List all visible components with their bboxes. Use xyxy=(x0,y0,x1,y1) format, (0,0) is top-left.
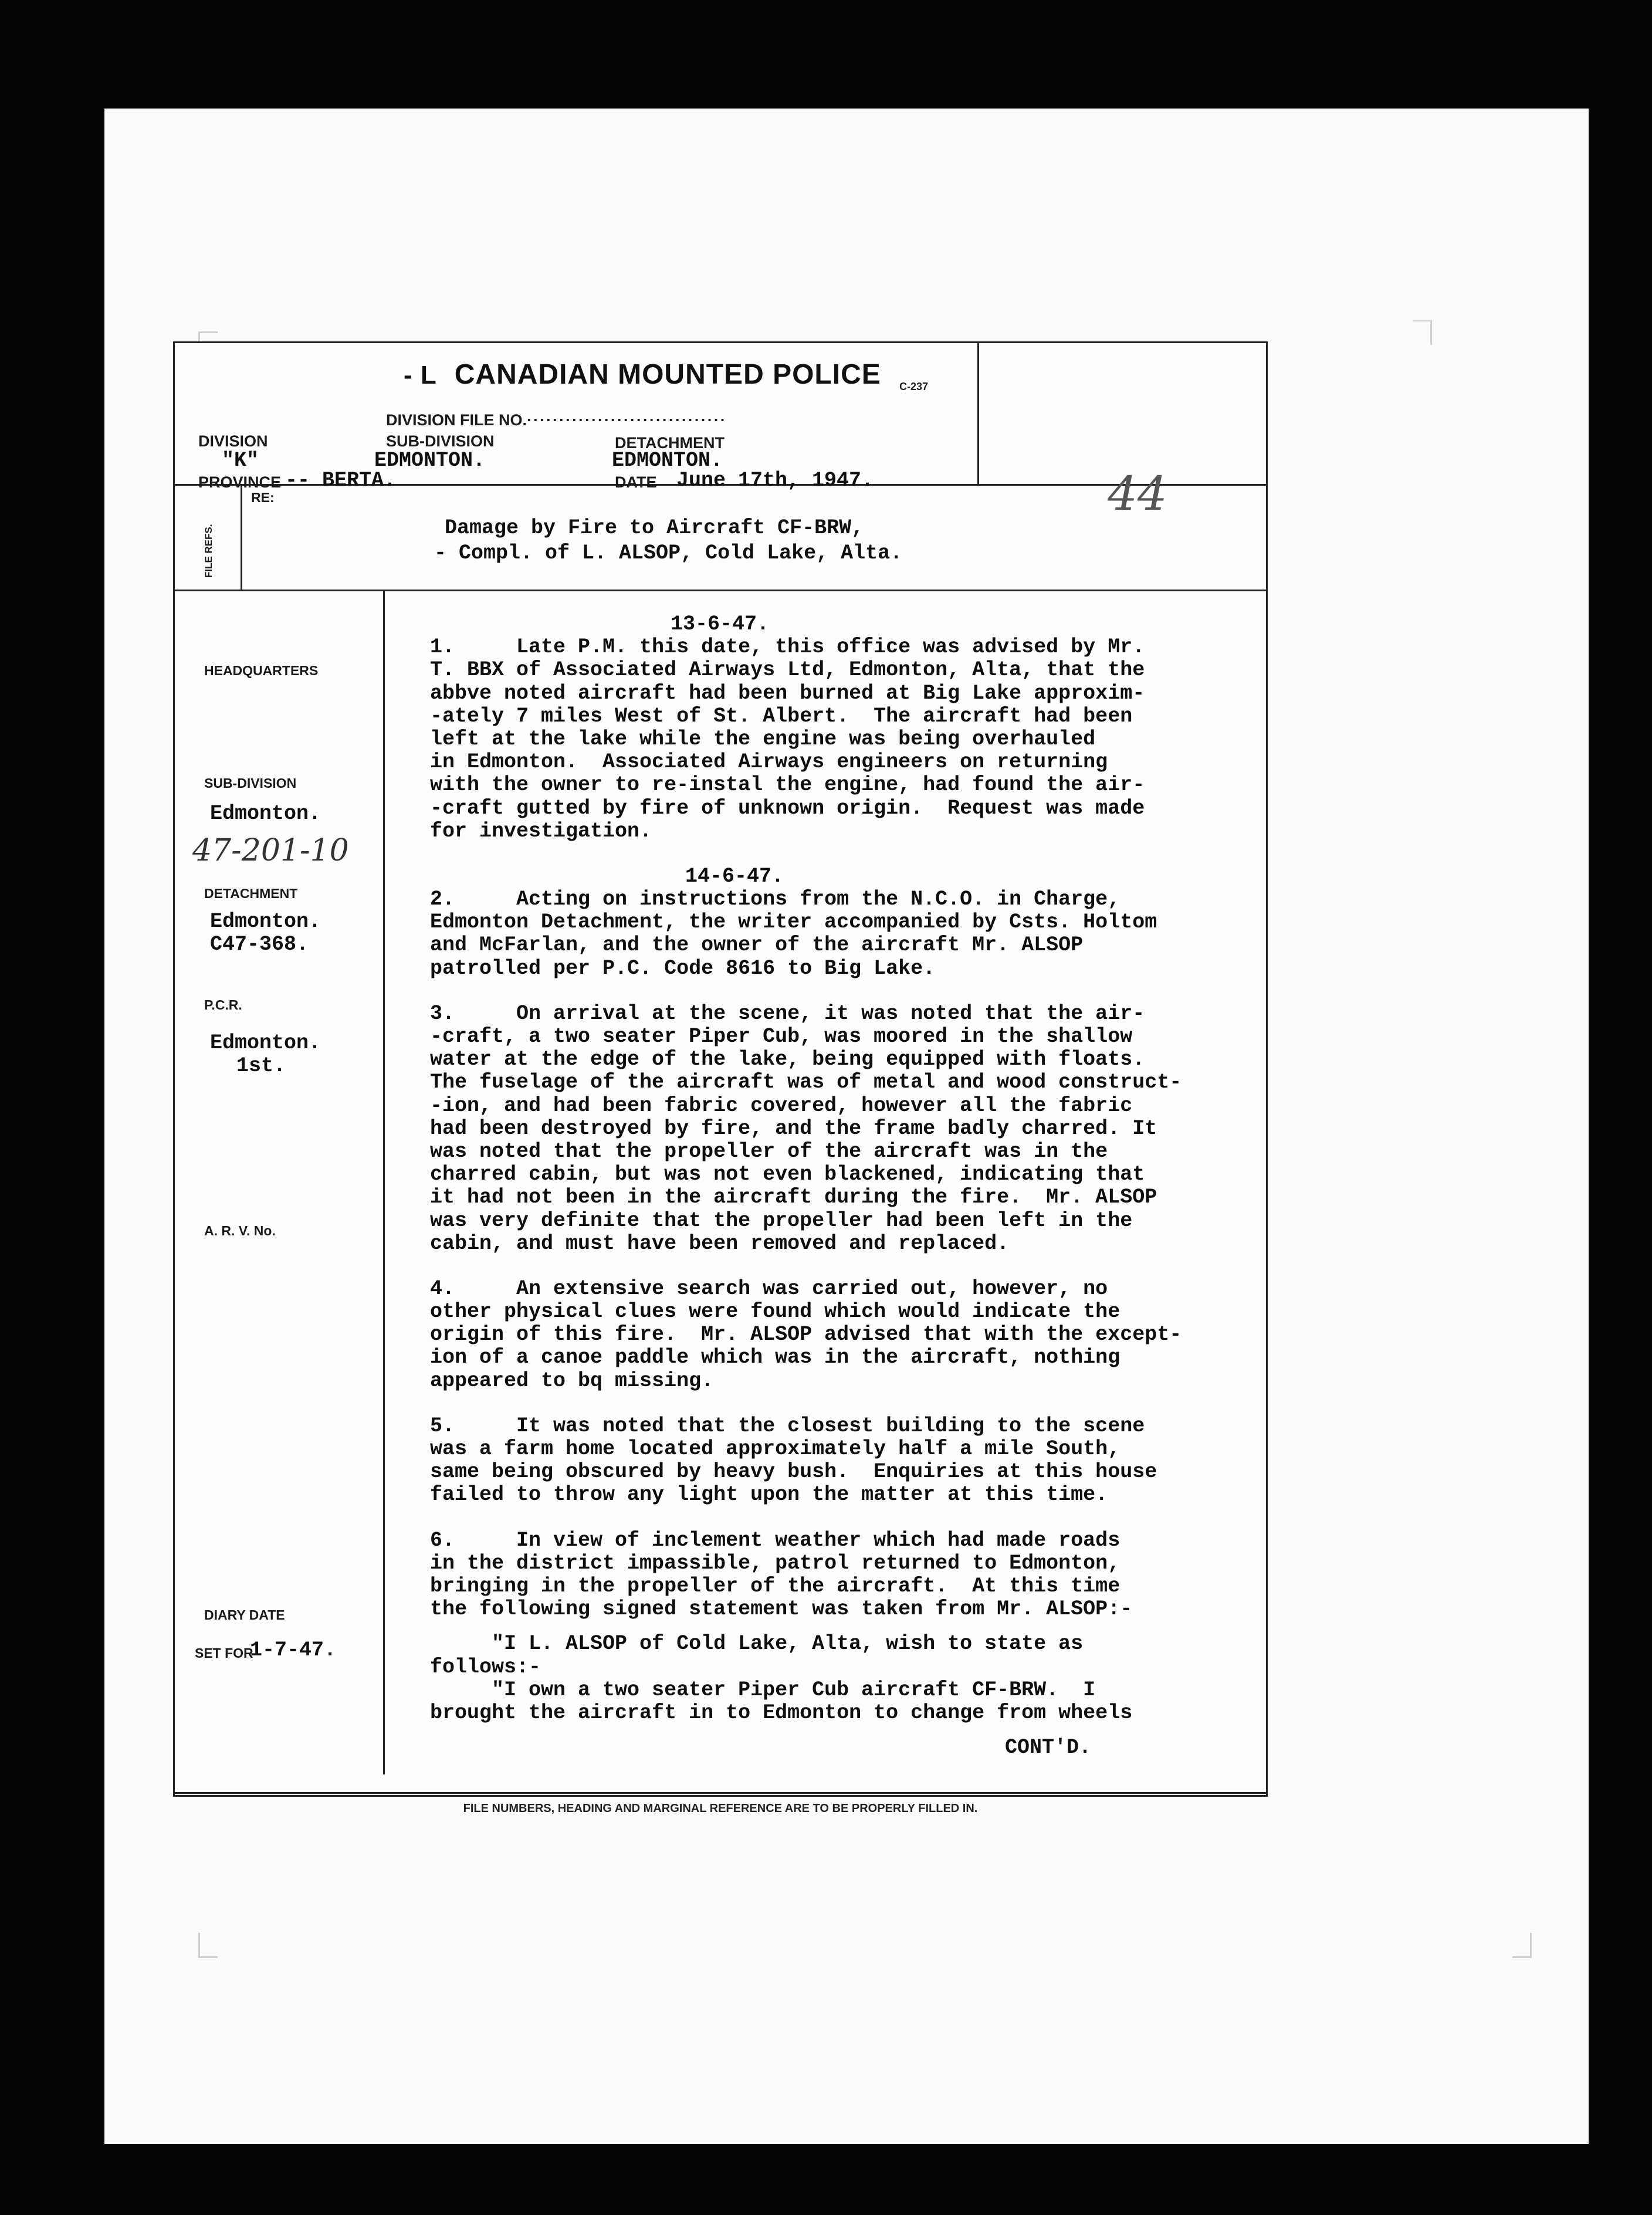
report-body xyxy=(430,613,1263,1759)
paragraph-3-line: cabin, and must have been removed and replaced. xyxy=(430,1231,1010,1255)
margin-detachment-value-1: Edmonton. xyxy=(210,910,321,933)
division-label: DIVISION xyxy=(198,432,268,450)
paragraph-5-line: failed to throw any light upon the matter at this time. xyxy=(430,1483,1108,1507)
paragraph-6-line: 6. In view of inclement weather which had made roads xyxy=(430,1528,1120,1552)
section-date-1: 13-6-47. xyxy=(671,612,770,636)
set-for-label: SET FOR xyxy=(195,1645,253,1661)
margin-subdivision-label: SUB-DIVISION xyxy=(204,775,297,791)
statement-line: "I L. ALSOP of Cold Lake, Alta, wish to state as xyxy=(430,1632,1084,1656)
paragraph-4-line: 4. An extensive search was carried out, however, no xyxy=(430,1276,1108,1300)
paragraph-2-line: and McFarlan, and the owner of the aircraft Mr. ALSOP xyxy=(430,933,1084,957)
pcr-label: P.C.R. xyxy=(204,997,242,1012)
paragraph-1-line: with the owner to re-instal the engine, had found the air- xyxy=(430,773,1145,797)
division-file-no-label: DIVISION FILE NO.······························· xyxy=(386,411,727,429)
date-label: DATE xyxy=(615,473,657,491)
crop-mark-bottom-right xyxy=(1512,1933,1532,1958)
form-title xyxy=(404,358,881,391)
header-right-divider xyxy=(977,343,979,484)
re-rule xyxy=(175,590,1266,591)
file-refs-label: FILE REFS. xyxy=(203,524,214,578)
pcr-value-1: Edmonton. xyxy=(210,1031,321,1055)
subdivision-label: SUB-DIVISION xyxy=(386,432,495,450)
paragraph-6-line: in the district impassible, patrol returned to Edmonton, xyxy=(430,1551,1120,1575)
paragraph-6-line: the following signed statement was taken from Mr. ALSOP:- xyxy=(430,1597,1133,1621)
paragraph-2-line: Edmonton Detachment, the writer accompanied by Csts. Holtom xyxy=(430,910,1157,934)
statement-line: "I own a two seater Piper Cub aircraft CF-BRW. I xyxy=(430,1678,1096,1702)
paragraph-3-line: had been destroyed by fire, and the frame badly charred. It xyxy=(430,1116,1157,1140)
arv-label: A. R. V. No. xyxy=(204,1223,276,1238)
paragraph-3-line: was very definite that the propeller had been left in the xyxy=(430,1208,1133,1232)
paragraph-3-line: it had not been in the aircraft during the fire. Mr. ALSOP xyxy=(430,1186,1157,1210)
footer-rule xyxy=(175,1792,1266,1794)
province-value: -- BERTA. xyxy=(285,469,397,492)
paragraph-2-line: patrolled per P.C. Code 8616 to Big Lake. xyxy=(430,956,936,980)
handwritten-file-number: 47-201-10 xyxy=(192,833,349,868)
paragraph-3-line: -craft, a two seater Piper Cub, was moored in the shallow xyxy=(430,1025,1133,1048)
section-date-2: 14-6-47. xyxy=(685,864,784,888)
re-label: RE: xyxy=(251,490,275,505)
detachment-value: EDMONTON. xyxy=(612,449,723,472)
date-value: June 17th, 1947. xyxy=(676,469,874,492)
paragraph-3-line: charred cabin, but was not even blackened, indicating that xyxy=(430,1163,1145,1187)
paragraph-1-line: T. BBX of Associated Airways Ltd, Edmonton, Alta, that the xyxy=(430,658,1145,682)
paragraph-1-line: -ately 7 miles West of St. Albert. The aircraft had been xyxy=(430,704,1133,728)
province-label: PROVINCE xyxy=(198,473,282,491)
paragraph-3-line: 3. On arrival at the scene, it was noted that the air- xyxy=(430,1001,1145,1025)
footer-instruction: FILE NUMBERS, HEADING AND MARGINAL REFERENCE ARE TO BE PROPERLY FILLED IN. xyxy=(463,1802,978,1815)
rcmp-report-form xyxy=(173,341,1268,1815)
paragraph-4-line: appeared to bq missing. xyxy=(430,1369,714,1393)
paragraph-2-line: 2. Acting on instructions from the N.C.O. in Charge, xyxy=(430,888,1120,912)
paragraph-1-line: left at the lake while the engine was being overhauled xyxy=(430,727,1096,751)
crop-mark-bottom-left xyxy=(198,1933,218,1958)
paragraph-5-line: 5. It was noted that the closest building to the scene xyxy=(430,1414,1145,1438)
margin-detachment-value-2: C47-368. xyxy=(210,933,309,956)
re-line-1: Damage by Fire to Aircraft CF-BRW, xyxy=(445,516,864,540)
paragraph-1-line: in Edmonton. Associated Airways engineers on returning xyxy=(430,750,1108,774)
detachment-label: DETACHMENT xyxy=(615,434,725,452)
handwritten-page-number: 44 xyxy=(1108,466,1167,521)
paragraph-4-line: origin of this fire. Mr. ALSOP advised that with the except- xyxy=(430,1323,1182,1347)
pcr-value-2: 1st. xyxy=(236,1054,286,1078)
paragraph-3-line: water at the edge of the lake, being equipped with floats. xyxy=(430,1048,1145,1072)
paragraph-1-line: 1. Late P.M. this date, this office was advised by Mr. xyxy=(430,635,1145,659)
title-text: CANADIAN MOUNTED POLICE xyxy=(454,359,881,390)
crop-mark-top-right xyxy=(1413,320,1432,345)
margin-subdivision-value: Edmonton. xyxy=(210,802,321,825)
margin-divider xyxy=(383,590,385,1774)
paragraph-5-line: was a farm home located approximately half a mile South, xyxy=(430,1437,1120,1461)
headquarters-label: HEADQUARTERS xyxy=(204,663,319,678)
statement-line: follows:- xyxy=(430,1655,541,1679)
paragraph-1-line: abbve noted aircraft had been burned at Big Lake approxim- xyxy=(430,681,1145,705)
paragraph-3-line: -ion, and had been fabric covered, however all the fabric xyxy=(430,1093,1133,1117)
paragraph-5-line: same being obscured by heavy bush. Enquiries at this house xyxy=(430,1460,1157,1484)
form-number: C-237 xyxy=(899,381,929,392)
re-line-2: - Compl. of L. ALSOP, Cold Lake, Alta. xyxy=(434,541,903,565)
paragraph-4-line: ion of a canoe paddle which was in the aircraft, nothing xyxy=(430,1346,1120,1370)
statement-line: brought the aircraft in to Edmonton to change from wheels xyxy=(430,1701,1133,1725)
subdivision-value: EDMONTON. xyxy=(374,449,486,472)
paragraph-1-line: for investigation. xyxy=(430,819,652,843)
continued-marker: CONT'D. xyxy=(1005,1736,1092,1760)
division-value: "K" xyxy=(222,449,259,472)
margin-detachment-label: DETACHMENT xyxy=(204,886,298,901)
paragraph-1-line: -craft gutted by fire of unknown origin. Request was made xyxy=(430,796,1145,820)
file-refs-divider xyxy=(241,484,242,590)
paragraph-3-line: The fuselage of the aircraft was of metal and wood construct- xyxy=(430,1071,1182,1095)
diary-date-label: DIARY DATE xyxy=(204,1607,285,1623)
paragraph-6-line: bringing in the propeller of the aircraft. At this time xyxy=(430,1574,1120,1598)
paragraph-4-line: other physical clues were found which would indicate the xyxy=(430,1300,1120,1324)
paragraph-3-line: was noted that the propeller of the aircraft was in the xyxy=(430,1139,1108,1163)
set-for-value: 1-7-47. xyxy=(250,1638,337,1662)
title-prefix: - L xyxy=(404,361,437,390)
